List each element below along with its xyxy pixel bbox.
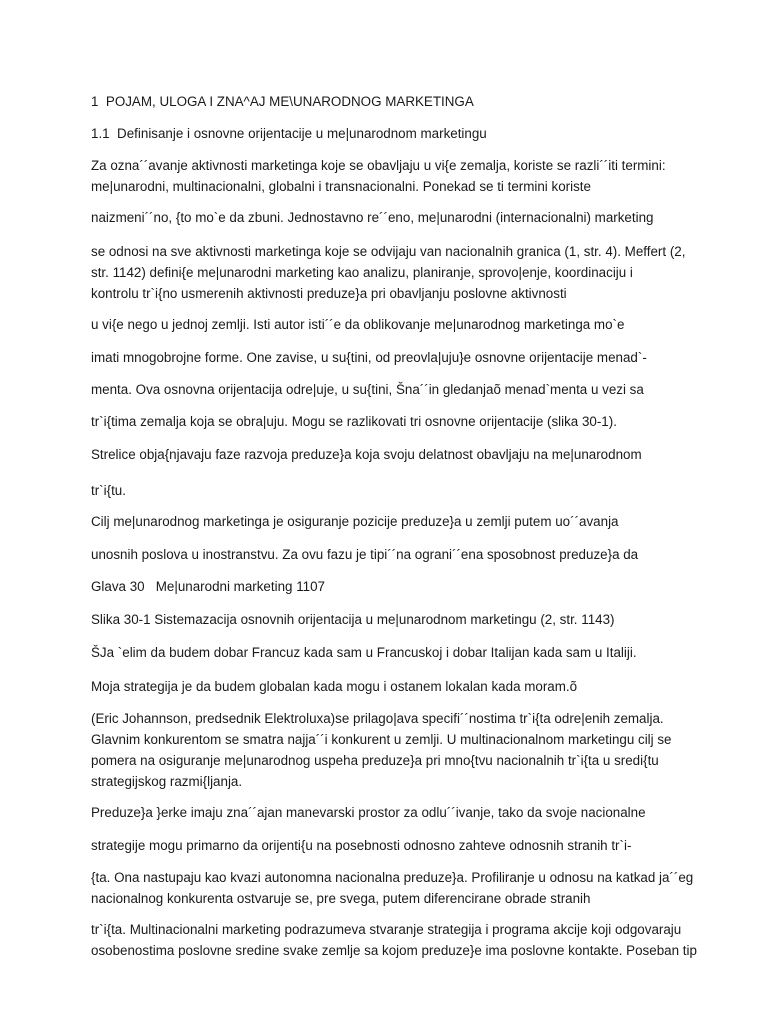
text-line: (Eric Johannson, predsednik Elektroluxa)se prilago|ava specifi´´nostima tr`i{ta odre|enih zemalja. — [91, 711, 664, 726]
text-line: nacionalnog konkurenta ostvaruje se, pre svega, putem diferencirane obrade stranih — [91, 891, 591, 906]
page-header-line: Glava 30 Me|unarodni marketing 1107 — [91, 579, 325, 594]
text-line: u vi{e nego u jednoj zemlji. Isti autor isti´´e da oblikovanje me|unarodnog marketinga mo`e — [91, 317, 625, 332]
text-line: se odnosi na sve aktivnosti marketinga koje se odvijaju van nacionalnih granica (1, str. 4). Meffert (2, — [91, 244, 686, 259]
subsection-heading: 1.1 Definisanje i osnovne orijentacije u me|unarodnom marketingu — [91, 126, 487, 141]
text-line: menta. Ova osnovna orijentacija odre|uje, u su{tini, Šna´´in gledanjaõ menad`menta u vezi sa — [91, 382, 644, 397]
text-line: pomera na osiguranje me|unarodnog uspeha preduze}a pri mno{tvu nacionalnih tr`i{ta u sredi{tu — [91, 753, 659, 768]
text-line: Strelice obja{njavaju faze razvoja preduze}a koja svoju delatnost obavljaju na me|unarodnom — [91, 447, 642, 462]
text-line: osobenostima poslovne sredine svake zemlje sa kojom preduze}e ima poslovne kontakte. Poseban tip — [91, 943, 697, 958]
text-line: strategije mogu primarno da orijenti{u na posebnosti odnosno zahteve odnosnih stranih tr`i- — [91, 838, 632, 853]
section-heading: 1 POJAM, ULOGA I ZNA^AJ ME\UNARODNOG MARKETINGA — [91, 94, 474, 109]
figure-caption: Slika 30-1 Sistemazacija osnovnih orijentacija u me|unarodnom marketingu (2, str. 1143) — [91, 612, 615, 627]
text-line: {ta. Ona nastupaju kao kvazi autonomna nacionalna preduze}a. Profiliranje u odnosu na katkad ja´´eg — [91, 870, 694, 885]
text-line: Cilj me|unarodnog marketinga je osiguranje pozicije preduze}a u zemlji putem uo´´avanja — [91, 514, 619, 529]
quote-line: ŠJa `elim da budem dobar Francuz kada sam u Francuskoj i dobar Italijan kada sam u Italiji. — [91, 645, 637, 660]
text-line: Glavnim konkurentom se smatra najja´´i konkurent u zemlji. U multinacionalnom marketingu cilj se — [91, 732, 672, 747]
text-line: strategijskog razmi{ljanja. — [91, 774, 243, 789]
text-line: imati mnogobrojne forme. One zavise, u su{tini, od preovla|uju}e osnovne orijentacije menad`- — [91, 350, 647, 365]
text-line: str. 1142) defini{e me|unarodni marketing kao analizu, planiranje, sprovo|enje, koordinaciju i — [91, 265, 633, 280]
text-line: tr`i{ta. Multinacionalni marketing podrazumeva stvaranje strategija i programa akcije koji odgovaraju — [91, 922, 682, 937]
text-line: naizmeni´´no, {to mo`e da zbuni. Jednostavno re´´eno, me|unarodni (internacionalni) marketing — [91, 210, 654, 225]
text-line: me|unarodni, multinacionalni, globalni i transnacionalni. Ponekad se ti termini koriste — [91, 179, 591, 194]
text-line: kontrolu tr`i{no usmerenih aktivnosti preduze}a pri obavljanju poslovne aktivnosti — [91, 286, 567, 301]
quote-line: Moja strategija je da budem globalan kada mogu i ostanem lokalan kada moram.õ — [91, 679, 578, 694]
text-line: Za ozna´´avanje aktivnosti marketinga koje se obavljaju u vi{e zemalja, koriste se razli´´iti termini: — [91, 158, 666, 173]
text-line: unosnih poslova u inostranstvu. Za ovu fazu je tipi´´na ograni´´ena sposobnost preduze}a da — [91, 547, 639, 562]
text-line: Preduze}a }erke imaju zna´´ajan manevarski prostor za odlu´´ivanje, tako da svoje nacionalne — [91, 805, 646, 820]
text-line: tr`i{tima zemalja koja se obra|uju. Mogu se razlikovati tri osnovne orijentacije (slika 30-1). — [91, 414, 617, 429]
text-line: tr`i{tu. — [91, 483, 126, 498]
